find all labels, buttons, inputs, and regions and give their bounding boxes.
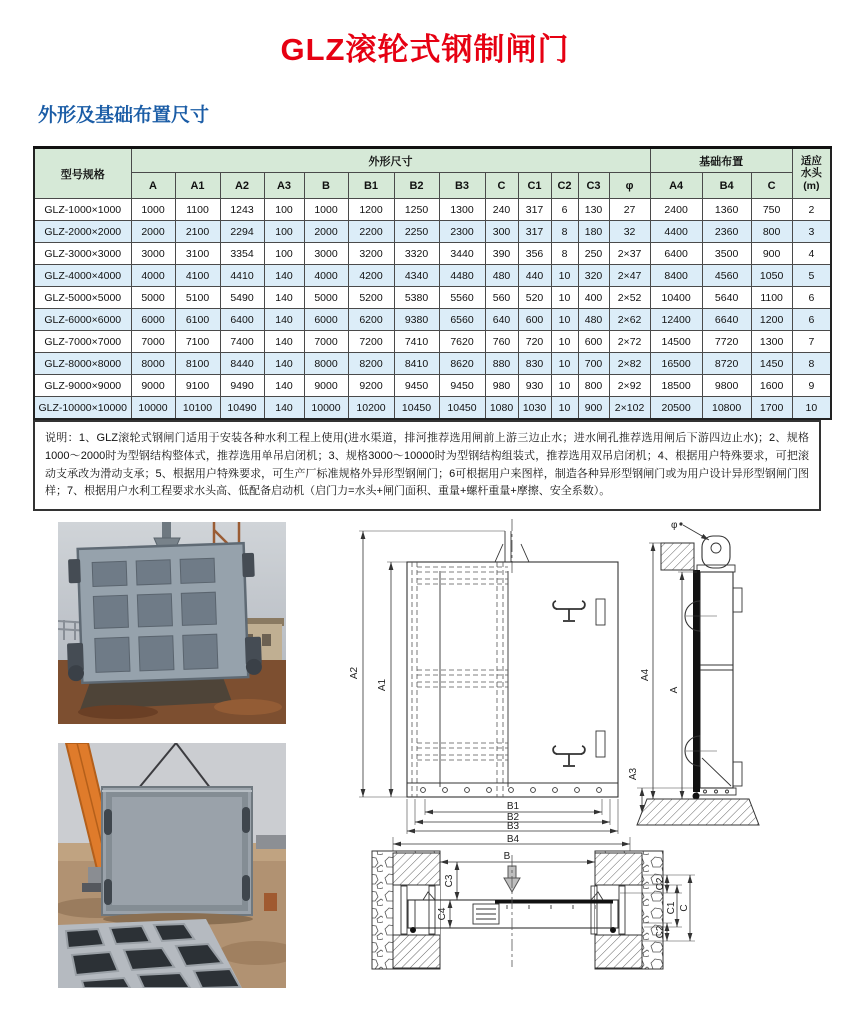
- value-cell: 9450: [439, 375, 485, 397]
- value-cell: 10000: [131, 397, 175, 420]
- section-view-drawing: [372, 851, 695, 969]
- value-cell: 1050: [751, 265, 792, 287]
- value-cell: 600: [578, 331, 609, 353]
- value-cell: 9000: [131, 375, 175, 397]
- value-cell: 8620: [439, 353, 485, 375]
- value-cell: 5380: [394, 287, 439, 309]
- col-header: A: [131, 173, 175, 199]
- value-cell: 10800: [702, 397, 751, 420]
- value-cell: 6400: [220, 309, 264, 331]
- value-cell: 10400: [650, 287, 702, 309]
- value-cell: 10000: [304, 397, 348, 420]
- value-cell: 6560: [439, 309, 485, 331]
- table-row: [34, 397, 831, 420]
- table-row: [34, 221, 831, 243]
- value-cell: 3500: [702, 243, 751, 265]
- value-cell: 20500: [650, 397, 702, 420]
- value-cell: 4000: [131, 265, 175, 287]
- value-cell: 2100: [175, 221, 220, 243]
- value-cell: 1080: [485, 397, 518, 420]
- value-cell: 240: [485, 199, 518, 221]
- value-cell: 9450: [394, 375, 439, 397]
- value-cell: 1100: [175, 199, 220, 221]
- value-cell: 2×102: [609, 397, 650, 420]
- value-cell: 3: [792, 221, 831, 243]
- table-row: [34, 199, 831, 221]
- value-cell: 140: [264, 353, 304, 375]
- value-cell: 6640: [702, 309, 751, 331]
- value-cell: 16500: [650, 353, 702, 375]
- dim-label-c: C: [679, 904, 690, 912]
- value-cell: 2×92: [609, 375, 650, 397]
- value-cell: 2200: [348, 221, 394, 243]
- value-cell: 4: [792, 243, 831, 265]
- value-cell: 7: [792, 331, 831, 353]
- technical-drawings: [345, 515, 835, 1005]
- value-cell: 10: [792, 397, 831, 420]
- value-cell: 2×82: [609, 353, 650, 375]
- value-cell: 4200: [348, 265, 394, 287]
- col-header-head: 适应 水头 (m): [792, 148, 831, 199]
- value-cell: 4400: [650, 221, 702, 243]
- lifting-point-symbol: [553, 601, 585, 621]
- value-cell: 480: [578, 309, 609, 331]
- value-cell: 1300: [439, 199, 485, 221]
- background-structure: [256, 835, 286, 849]
- value-cell: 10: [551, 397, 578, 420]
- value-cell: 130: [578, 199, 609, 221]
- model-cell: GLZ-6000×6000: [34, 309, 131, 331]
- front-view-drawing: [349, 519, 630, 857]
- dim-label-a4: A4: [640, 668, 651, 682]
- notes-box: 说明：1、GLZ滚轮式钢闸门适用于安装各种水利工程上使用(进水渠道，排河推荐选用闸前上游三边止水；进水闸孔推荐选用闸后下游四边止水)；2、规格1000～2000时为型钢结构整体式，推荐选用单吊启闭机；3、规格3000～10000时为型钢结构组装式，推荐选用双吊启闭机；4、根据用户特殊要求，可把滚动支承改为滑动支承；5、根据用户特殊要求，可生产厂标准规格外异形型钢闸门；6可根据用户来图样，制造各种异形型钢闸门或为用户设计异形型钢闸门图样；7、根据用户水利工程要求水头高、低配备启动机（启门力=水头+闸门面积、重量+螺杆重量+摩擦、安全系数）。: [33, 420, 821, 511]
- value-cell: 9200: [348, 375, 394, 397]
- value-cell: 3000: [304, 243, 348, 265]
- spec-table-body: [34, 199, 831, 420]
- value-cell: 8: [551, 221, 578, 243]
- side-view-drawing: [628, 520, 759, 825]
- value-cell: 7720: [702, 331, 751, 353]
- value-cell: 900: [751, 243, 792, 265]
- left-abutment: [372, 851, 440, 969]
- value-cell: 2×52: [609, 287, 650, 309]
- value-cell: 8000: [304, 353, 348, 375]
- dim-label-c3: C3: [444, 874, 455, 888]
- model-cell: GLZ-4000×4000: [34, 265, 131, 287]
- model-cell: GLZ-8000×8000: [34, 353, 131, 375]
- spec-table: [33, 146, 832, 420]
- value-cell: 4100: [175, 265, 220, 287]
- value-cell: 180: [578, 221, 609, 243]
- value-cell: 1030: [518, 397, 551, 420]
- value-cell: 9: [792, 375, 831, 397]
- value-cell: 2×62: [609, 309, 650, 331]
- value-cell: 1300: [751, 331, 792, 353]
- crane-hook: [162, 522, 171, 538]
- col-header: B4: [702, 173, 751, 199]
- value-cell: 140: [264, 397, 304, 420]
- value-cell: 9800: [702, 375, 751, 397]
- col-header: C2: [551, 173, 578, 199]
- value-cell: 5640: [702, 287, 751, 309]
- value-cell: 5000: [131, 287, 175, 309]
- side-rollers: [685, 600, 717, 767]
- value-cell: 100: [264, 243, 304, 265]
- slot: [596, 599, 605, 625]
- value-cell: 1200: [348, 199, 394, 221]
- table-row: [34, 243, 831, 265]
- table-row: [34, 287, 831, 309]
- bolt-holes: [421, 788, 602, 793]
- value-cell: 5490: [220, 287, 264, 309]
- col-header: A4: [650, 173, 702, 199]
- model-cell: GLZ-3000×3000: [34, 243, 131, 265]
- value-cell: 3354: [220, 243, 264, 265]
- value-cell: 930: [518, 375, 551, 397]
- model-cell: GLZ-2000×2000: [34, 221, 131, 243]
- value-cell: 800: [751, 221, 792, 243]
- value-cell: 10490: [220, 397, 264, 420]
- value-cell: 320: [578, 265, 609, 287]
- value-cell: 2300: [439, 221, 485, 243]
- value-cell: 4410: [220, 265, 264, 287]
- value-cell: 10: [551, 331, 578, 353]
- value-cell: 5: [792, 265, 831, 287]
- value-cell: 880: [485, 353, 518, 375]
- table-row: [34, 331, 831, 353]
- dim-label-a1: A1: [377, 678, 388, 692]
- value-cell: 2×72: [609, 331, 650, 353]
- value-cell: 4560: [702, 265, 751, 287]
- value-cell: 2×47: [609, 265, 650, 287]
- model-cell: GLZ-5000×5000: [34, 287, 131, 309]
- value-cell: 10100: [175, 397, 220, 420]
- value-cell: 6: [551, 199, 578, 221]
- model-cell: GLZ-10000×10000: [34, 397, 131, 420]
- value-cell: 9000: [304, 375, 348, 397]
- value-cell: 10: [551, 309, 578, 331]
- gate-photo-rear: [58, 522, 286, 724]
- value-cell: 1200: [751, 309, 792, 331]
- dim-label-b3: B3: [506, 821, 520, 832]
- value-cell: 10450: [439, 397, 485, 420]
- dim-label-a: A: [669, 686, 680, 694]
- value-cell: 8: [551, 243, 578, 265]
- value-cell: 6100: [175, 309, 220, 331]
- value-cell: 6: [792, 309, 831, 331]
- col-header: A1: [175, 173, 220, 199]
- value-cell: 300: [485, 221, 518, 243]
- value-cell: 1243: [220, 199, 264, 221]
- value-cell: 8000: [131, 353, 175, 375]
- value-cell: 600: [518, 309, 551, 331]
- dim-label-c2-top: C2: [655, 877, 666, 891]
- value-cell: 7000: [131, 331, 175, 353]
- section-title: 外形及基础布置尺寸: [38, 105, 210, 126]
- value-cell: 140: [264, 287, 304, 309]
- value-cell: 140: [264, 375, 304, 397]
- value-cell: 3440: [439, 243, 485, 265]
- value-cell: 2×37: [609, 243, 650, 265]
- value-cell: 800: [578, 375, 609, 397]
- side-seal-strip: [693, 570, 700, 792]
- value-cell: 2000: [131, 221, 175, 243]
- value-cell: 1250: [394, 199, 439, 221]
- value-cell: 100: [264, 221, 304, 243]
- value-cell: 9380: [394, 309, 439, 331]
- lifting-point-symbol: [553, 746, 585, 766]
- col-header: A2: [220, 173, 264, 199]
- model-cell: GLZ-7000×7000: [34, 331, 131, 353]
- value-cell: 12400: [650, 309, 702, 331]
- value-cell: 9490: [220, 375, 264, 397]
- value-cell: 9100: [175, 375, 220, 397]
- value-cell: 7000: [304, 331, 348, 353]
- slot: [596, 731, 605, 757]
- value-cell: 140: [264, 331, 304, 353]
- value-cell: 830: [518, 353, 551, 375]
- value-cell: 440: [518, 265, 551, 287]
- value-cell: 2400: [650, 199, 702, 221]
- value-cell: 8: [792, 353, 831, 375]
- col-header-model: 型号规格: [34, 148, 131, 199]
- value-cell: 2000: [304, 221, 348, 243]
- value-cell: 1000: [131, 199, 175, 221]
- table-row: [34, 309, 831, 331]
- value-cell: 2294: [220, 221, 264, 243]
- dim-label-b2: B2: [506, 812, 520, 823]
- value-cell: 2250: [394, 221, 439, 243]
- col-header: B1: [348, 173, 394, 199]
- value-cell: 4340: [394, 265, 439, 287]
- col-header: C1: [518, 173, 551, 199]
- col-group-foundation: 基础布置: [650, 148, 792, 173]
- col-header: C: [751, 173, 792, 199]
- value-cell: 100: [264, 199, 304, 221]
- value-cell: 1000: [304, 199, 348, 221]
- value-cell: 3100: [175, 243, 220, 265]
- dim-label-c2-bottom: C2: [655, 925, 666, 939]
- value-cell: 32: [609, 221, 650, 243]
- dim-label-a3: A3: [628, 767, 639, 781]
- col-header: B2: [394, 173, 439, 199]
- value-cell: 1600: [751, 375, 792, 397]
- value-cell: 1100: [751, 287, 792, 309]
- value-cell: 640: [485, 309, 518, 331]
- value-cell: 7620: [439, 331, 485, 353]
- value-cell: 560: [485, 287, 518, 309]
- value-cell: 6000: [304, 309, 348, 331]
- value-cell: 390: [485, 243, 518, 265]
- debris: [264, 893, 277, 911]
- value-cell: 7200: [348, 331, 394, 353]
- concrete-floor: [637, 799, 759, 825]
- dim-label-c4: C4: [437, 907, 448, 921]
- dim-label-phi: φ: [671, 520, 678, 531]
- right-abutment: [595, 851, 663, 969]
- page-title: GLZ滚轮式钢制闸门: [280, 32, 570, 67]
- value-cell: 8200: [348, 353, 394, 375]
- value-cell: 8400: [650, 265, 702, 287]
- dim-label-c1: C1: [666, 901, 677, 915]
- col-header: C: [485, 173, 518, 199]
- value-cell: 8720: [702, 353, 751, 375]
- value-cell: 140: [264, 265, 304, 287]
- value-cell: 8410: [394, 353, 439, 375]
- value-cell: 18500: [650, 375, 702, 397]
- value-cell: 980: [485, 375, 518, 397]
- value-cell: 8100: [175, 353, 220, 375]
- col-header: A3: [264, 173, 304, 199]
- steel-gate-front: [102, 787, 253, 925]
- value-cell: 356: [518, 243, 551, 265]
- value-cell: 317: [518, 199, 551, 221]
- table-row: [34, 265, 831, 287]
- value-cell: 3000: [131, 243, 175, 265]
- value-cell: 140: [264, 309, 304, 331]
- value-cell: 3320: [394, 243, 439, 265]
- value-cell: 5560: [439, 287, 485, 309]
- value-cell: 5100: [175, 287, 220, 309]
- value-cell: 1700: [751, 397, 792, 420]
- value-cell: 4480: [439, 265, 485, 287]
- value-cell: 14500: [650, 331, 702, 353]
- value-cell: 6200: [348, 309, 394, 331]
- value-cell: 6: [792, 287, 831, 309]
- value-cell: 720: [518, 331, 551, 353]
- value-cell: 2: [792, 199, 831, 221]
- value-cell: 700: [578, 353, 609, 375]
- value-cell: 7100: [175, 331, 220, 353]
- value-cell: 10: [551, 265, 578, 287]
- value-cell: 6000: [131, 309, 175, 331]
- value-cell: 317: [518, 221, 551, 243]
- rib-bands: [417, 567, 508, 760]
- value-cell: 5000: [304, 287, 348, 309]
- value-cell: 3200: [348, 243, 394, 265]
- value-cell: 520: [518, 287, 551, 309]
- gate-photo-front: [58, 743, 286, 988]
- value-cell: 1360: [702, 199, 751, 221]
- col-header: B: [304, 173, 348, 199]
- value-cell: 400: [578, 287, 609, 309]
- col-header: φ: [609, 173, 650, 199]
- model-cell: GLZ-1000×1000: [34, 199, 131, 221]
- value-cell: 10200: [348, 397, 394, 420]
- value-cell: 10: [551, 375, 578, 397]
- spec-table-head: [34, 148, 831, 199]
- dim-label-a2: A2: [349, 666, 360, 680]
- col-header: B3: [439, 173, 485, 199]
- value-cell: 7410: [394, 331, 439, 353]
- dim-label-b: B: [503, 851, 511, 862]
- table-row: [34, 353, 831, 375]
- value-cell: 10450: [394, 397, 439, 420]
- value-cell: 480: [485, 265, 518, 287]
- value-cell: 760: [485, 331, 518, 353]
- value-cell: 27: [609, 199, 650, 221]
- col-group-outline: 外形尺寸: [131, 148, 650, 173]
- model-cell: GLZ-9000×9000: [34, 375, 131, 397]
- value-cell: 750: [751, 199, 792, 221]
- guide-rails: [401, 886, 625, 934]
- col-header: C3: [578, 173, 609, 199]
- value-cell: 10: [551, 353, 578, 375]
- table-subheader-row: [34, 173, 831, 199]
- value-cell: 8440: [220, 353, 264, 375]
- value-cell: 900: [578, 397, 609, 420]
- value-cell: 250: [578, 243, 609, 265]
- value-cell: 6400: [650, 243, 702, 265]
- value-cell: 4000: [304, 265, 348, 287]
- value-cell: 1450: [751, 353, 792, 375]
- concrete-lintel: [661, 543, 694, 570]
- value-cell: 5200: [348, 287, 394, 309]
- dim-label-b1: B1: [506, 801, 520, 812]
- dim-label-b4: B4: [506, 834, 520, 845]
- value-cell: 7400: [220, 331, 264, 353]
- value-cell: 2360: [702, 221, 751, 243]
- value-cell: 10: [551, 287, 578, 309]
- steel-gate-rear: [64, 543, 263, 684]
- table-row: [34, 375, 831, 397]
